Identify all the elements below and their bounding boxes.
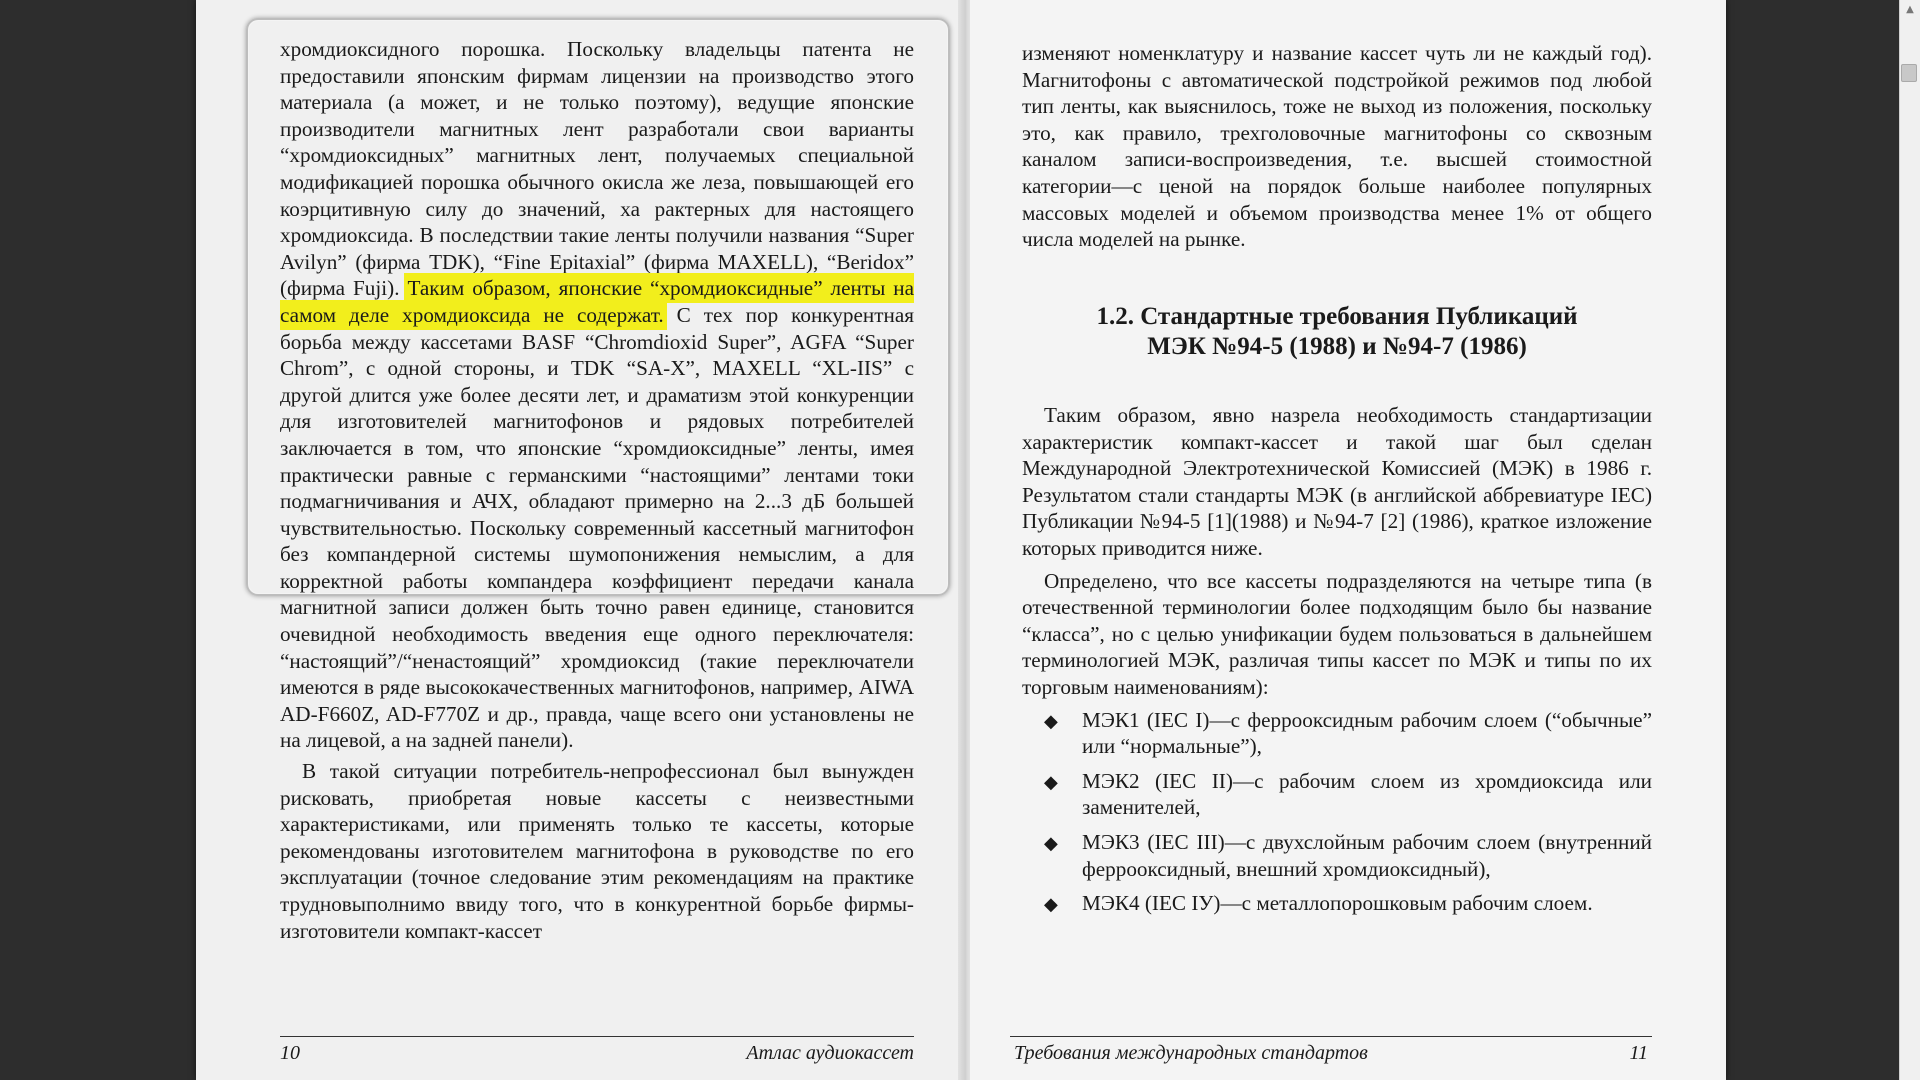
left-line: TDK), “Fine Epitaxial” (фирма MAXELL), “Beridox” (фирма	[280, 249, 914, 301]
left-page	[196, 0, 962, 1080]
right-page	[970, 0, 1726, 1080]
section-heading-line1: 1.2. Стандартные требования Публикаций	[1096, 303, 1578, 330]
left-text-after-highlight: С тех пор конкурентная борьба между кассетами BASF “Chromdioxid Super”, AGFA “Super Chrom”, с одной стороны, и TDK “SA-X”, MAXELL “XL-IIS” с другой длится уже более десяти лет, и драматизм этой конкуренции для изготовителей магнитофонов и рядовых потребителей заключается в том, что японские “хромдиоксидные” ленты, имея практически равные с германскими “настоящими” лентами токи подмагничивания и АЧХ, обладают примерно на 2...3 дБ большей чувствительностью. Поскольку современный кассетный магнитофон без компандерной системы шумопонижения немыслим, а для корректной работы компандера коэффициент передачи канала магнитной записи должен быть точно равен единице, становится очевидной необходимость введения еще одного переключателя: “настоящий”/“ненастоящий” хромдиоксид (такие переключатели имеются в ряде высококачественных магнитофонов, например, AIWA AD-F660Z, AD-F770Z и др., правда, чаще всего они установлены не на лицевой, а на задней панели).	[280, 302, 914, 753]
left-line: такие ленты получили названия “Super Avilyn” (фирма	[280, 223, 914, 274]
list-item-text: МЭК2 (IEC II)—с рабочим слоем из хромдиоксида или заменителей,	[1082, 768, 1652, 820]
right-para1: изменяют номенклатуру и название кассет чуть ли не каждый год). Магнитофоны с автоматической подстройкой режимов под любой тип ленты, как выяснилось, тоже не выход из положения, поскольку это, как правило, трехголовочные магнитофоны со сквозным каналом записи-воспроизведения, т.е. высшей стоимостной категории—с ценой на порядок больше наиболее популярных массовых моделей и объемом производства менее 1% от общего числа моделей на рынке.	[1022, 41, 1652, 252]
right-para2: Таким образом, явно назрела необходимость стандартизации характеристик компакт-кассет и такой шаг был сделан Международной Электротехнической Комиссией (МЭК) в 1986 г. Результатом стали стандарты МЭК (в английской аббревиатуре IEC) Публикации №94-5 [1](1988) и №94-7 [2] (1986), краткое изложение которых приводится ниже.	[1022, 403, 1652, 560]
footer-rule	[280, 1036, 914, 1037]
list-item-text: МЭК1 (IEC I)—с феррооксидным рабочим слоем (“обычные” или “нормальные”),	[1082, 707, 1652, 759]
book-spread	[196, 0, 1726, 1080]
footer-rule	[1010, 1036, 1652, 1037]
running-title: Атлас аудиокассет	[746, 1042, 914, 1064]
left-page-para1	[280, 36, 914, 754]
cassette-type-list	[1022, 707, 1652, 917]
vertical-scrollbar[interactable]	[1899, 0, 1920, 1080]
left-line: предоставили японским фирмам лицензии на производство	[280, 63, 867, 88]
right-page-para1	[1022, 40, 1652, 253]
left-line: леза, повышающей его коэрцитивную силу до значений, ха	[280, 169, 914, 221]
left-page-para2: В такой ситуации потребитель-непрофессионал был вынужден рисковать, приобретая новые кассеты с неизвестными характеристиками, или применять только те кассеты, которые рекомендованы изготовителем магнитофона в руководстве по его эксплуатации (точное следование этим рекомендациям на практике трудновыполнимо ввиду того, что в конкурентной борьбе фирмы-изготовители компакт-кассет	[280, 759, 914, 943]
list-item	[1022, 890, 1652, 917]
running-title: Требования международных стандартов	[1014, 1042, 1368, 1064]
left-line: варианты “хромдиоксидных” магнитных лент, получаемых	[280, 116, 914, 168]
section-heading	[1022, 302, 1652, 362]
right-para3: Определено, что все кассеты подразделяются на четыре типа (в отечественной терминологии более подходящим было бы название “класса”, но с целью унификации будем пользоваться в дальнейшем терминологией МЭК, различая типы кассет по МЭК и типы по их торговым наименованиям):	[1022, 568, 1652, 699]
list-item	[1022, 768, 1652, 821]
left-line: рактерных для настоящего хромдиоксида. В последствии	[280, 196, 914, 248]
scroll-up-arrow-icon[interactable]: ▲	[1906, 4, 1914, 15]
diamond-bullet-icon: ◆	[1044, 894, 1058, 915]
left-line: специальной модификацией порошка обычного окисла же	[280, 143, 914, 194]
diamond-bullet-icon: ◆	[1044, 771, 1058, 792]
left-line: японские производители магнитных лент разработали свои	[280, 90, 914, 141]
list-item	[1022, 707, 1652, 760]
highlighted-text[interactable]: Таким образом, японские “хромдиоксидные” ленты на самом деле хромдиоксида не содержат.	[280, 276, 915, 327]
page-number: 11	[1629, 1042, 1648, 1064]
section-heading-line2: МЭК №94-5 (1988) и №94-7 (1986)	[1147, 333, 1527, 360]
page-number: 10	[280, 1042, 300, 1064]
left-line: хромдиоксидного порошка. Поскольку владельцы патента не	[280, 37, 914, 61]
diamond-bullet-icon: ◆	[1044, 710, 1058, 731]
left-line: этого материала (а может, и не только поэтому), ведущие	[280, 63, 914, 115]
list-item	[1022, 829, 1652, 882]
list-item-text: МЭК4 (IEC IУ)—с металлопорошковым рабочим слоем.	[1082, 891, 1593, 916]
left-page-text	[280, 36, 914, 944]
scroll-thumb[interactable]	[1901, 64, 1917, 82]
left-text-before-highlight: Fuji).	[353, 276, 408, 301]
right-page-body	[1022, 402, 1652, 925]
list-item-text: МЭК3 (IEC III)—с двухслойным рабочим слоем (внутренний феррооксидный, внешний хромдиоксидный),	[1082, 829, 1652, 881]
diamond-bullet-icon: ◆	[1044, 832, 1058, 853]
